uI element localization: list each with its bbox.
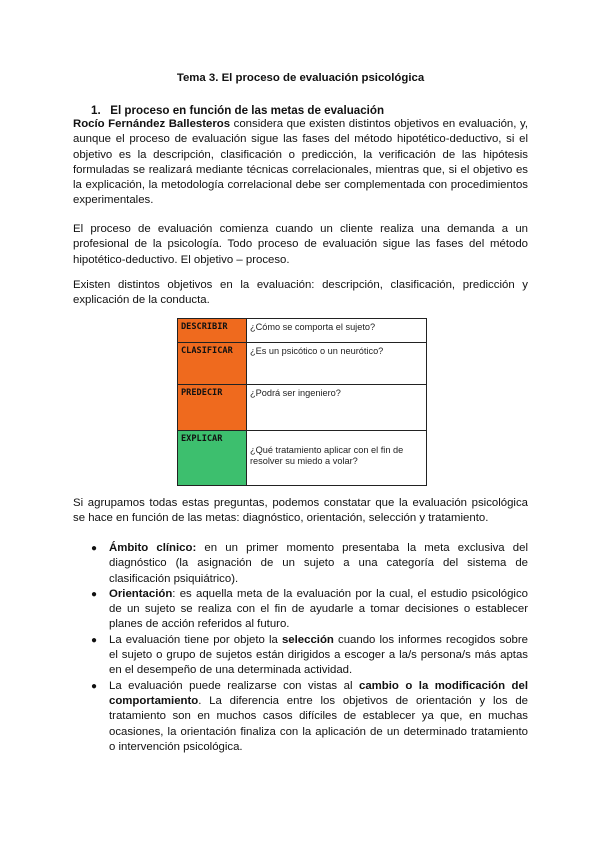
table-row — [178, 343, 427, 385]
table-label-explicar: EXPLICAR — [178, 431, 247, 486]
paragraph-process: El proceso de evaluación comienza cuando un cliente realiza una demanda a un profesional de la psicología. Todo proceso de evaluación sigue las fases del método hipotético-deductivo. El objetivo – proceso. — [73, 223, 528, 266]
list-item-bold: cambio o la modificación del comportamiento — [109, 679, 528, 707]
table-row — [178, 385, 427, 431]
document-title: Tema 3. El proceso de evaluación psicológica — [176, 72, 425, 84]
list-item-pre: La evaluación tiene por objeto la — [109, 633, 282, 646]
goals-list — [91, 541, 528, 755]
bullet-icon: ● — [91, 543, 98, 554]
list-item — [91, 633, 528, 679]
table-question: ¿Qué tratamiento aplicar con el fin de resolver su miedo a volar? — [247, 431, 427, 486]
list-item-bold: selección — [281, 633, 334, 646]
section-heading — [91, 103, 384, 118]
bullet-icon: ● — [91, 588, 98, 600]
table-label-predecir: PREDECIR — [178, 385, 247, 431]
list-item — [91, 541, 528, 587]
list-item — [91, 679, 528, 755]
list-item-text: en un primer momento presentaba la meta exclusiva del diagnóstico (la asignación de un sujeto a una categoría del sistema de clasificación psiquiátrico). — [109, 542, 528, 585]
objectives-table — [177, 318, 427, 486]
section-number: 1. — [91, 104, 101, 117]
table-row — [178, 319, 427, 343]
bullet-icon: ● — [91, 634, 98, 646]
paragraph-intro — [73, 117, 528, 209]
table-label-clasificar: CLASIFICAR — [178, 343, 247, 385]
list-item-text: : es aquella meta de la evaluación por la cual, el estudio psicológico de un sujeto se realiza con el fin de ayudarle a tomar decisiones o establecer planes de acción referidos al futuro. — [109, 587, 528, 631]
list-item-text: . La diferencia entre los objetivos de orientación y los de tratamiento son en muchos casos difíciles de establecer ya que, en muchas ocasiones, la orientación finaliza con la aplicación de un determinado tratamiento o intervención psicológica. — [109, 694, 528, 753]
bullet-icon: ● — [91, 680, 98, 692]
table-question: ¿Cómo se comporta el sujeto? — [247, 319, 427, 343]
table-question: ¿Es un psicótico o un neurótico? — [247, 343, 427, 385]
paragraph-objectives: Existen distintos objetivos en la evaluación: descripción, clasificación, predicción y explicación de la conducta. — [73, 279, 528, 307]
author-name: Rocío Fernández Ballesteros — [73, 118, 231, 130]
paragraph-goals: Si agrupamos todas estas preguntas, podemos constatar que la evaluación psicológica se hace en función de las metas: diagnóstico, orientación, selección y tratamiento. — [73, 497, 528, 525]
list-item-bold: Ámbito clínico: — [109, 542, 197, 554]
table-row — [178, 431, 427, 486]
list-item-bold: Orientación — [109, 587, 173, 600]
table-question: ¿Podrá ser ingeniero? — [247, 385, 427, 431]
list-item-pre: La evaluación puede realizarse con vistas al — [109, 679, 359, 692]
list-item-text: cuando los informes recogidos sobre el sujeto o grupo de sujetos están dirigidos a escoger a la/s persona/s más aptas en el desempeño de una determinada actividad. — [109, 633, 528, 677]
section-heading-text: El proceso en función de las metas de evaluación — [110, 104, 385, 117]
list-item — [91, 587, 528, 633]
paragraph-intro-text: considera que existen distintos objetivos en evaluación, y, aunque el proceso de evaluación sigue las fases del método hipotético-deductivo, si el objetivo es la descripción, clasificación o predicción, la verificación de las hipótesis formuladas se realizará mediante técnicas correlacionales, mientras que, si el objetivo es la explicación, la metodología correlacional debe ser complementada con procedimientos experimentales. — [73, 118, 528, 207]
table-label-describir: DESCRIBIR — [178, 319, 247, 343]
